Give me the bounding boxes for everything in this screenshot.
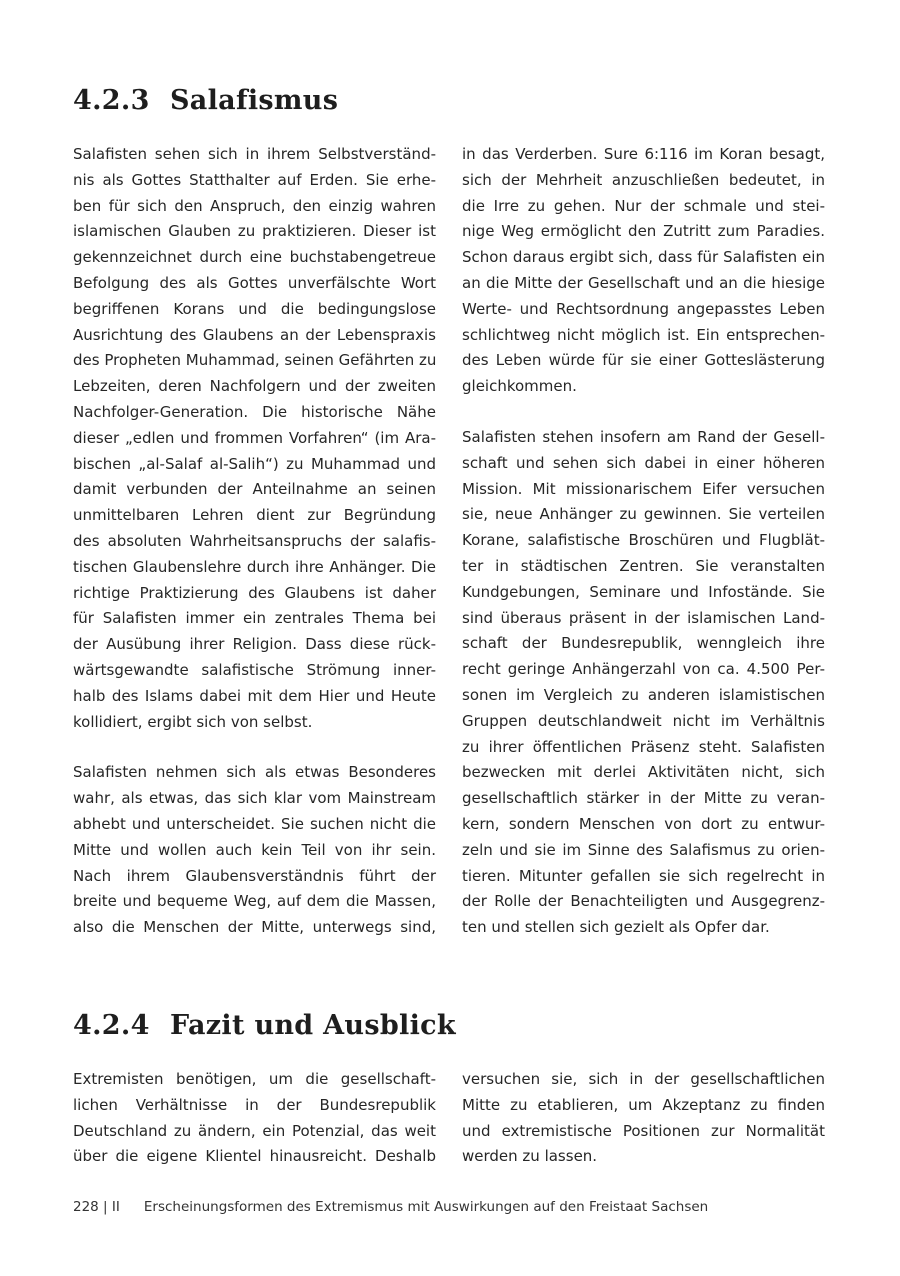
text-line: werden zu lassen. bbox=[462, 1147, 598, 1166]
text-line: sind überaus präsent in der islamischen Land- bbox=[462, 608, 825, 627]
text-line: die Irre zu gehen. Nur der schmale und stei- bbox=[462, 196, 825, 215]
text-line: sich der Mehrheit anzuschließen bedeutet, in bbox=[462, 170, 825, 189]
text-line: Mission. Mit missionarischem Eifer versuchen bbox=[462, 479, 825, 498]
section-title: Fazit und Ausblick bbox=[170, 1010, 456, 1041]
text-line: lichen Verhältnisse in der Bundesrepublik bbox=[73, 1095, 436, 1114]
running-title: Erscheinungsformen des Extremismus mit Auswirkungen auf den Freistaat Sachsen bbox=[143, 1199, 709, 1215]
text-line: des Propheten Muhammad, seinen Gefährten zu bbox=[73, 351, 437, 370]
text-line: tischen Glaubenslehre durch ihre Anhänger. Die bbox=[73, 557, 436, 576]
text-line: gekennzeichnet durch eine buchstabengetreue bbox=[73, 248, 436, 267]
section-number: 4.2.4 bbox=[73, 1010, 150, 1041]
paragraph bbox=[73, 142, 436, 735]
section-heading-fazit bbox=[73, 1010, 456, 1041]
section2-left-column bbox=[73, 1067, 436, 1170]
text-line: Lebzeiten, deren Nachfolgern und der zweiten bbox=[73, 377, 436, 396]
text-line: Mitte zu etablieren, um Akzeptanz zu finden bbox=[462, 1095, 825, 1114]
text-line: ben für sich den Anspruch, den einzig wahren bbox=[73, 196, 436, 215]
paragraph bbox=[73, 1067, 436, 1170]
page-number: 228 | II bbox=[73, 1199, 120, 1215]
text-line: recht geringe Anhängerzahl von ca. 4.500 Per- bbox=[462, 660, 825, 679]
text-line: Schon daraus ergibt sich, dass für Salafisten ein bbox=[462, 248, 825, 267]
paragraph bbox=[462, 1067, 825, 1170]
text-line: wärtsgewandte salafistische Strömung inner- bbox=[73, 660, 436, 679]
text-line: der Rolle der Benachteiligten und Ausgegrenz- bbox=[462, 892, 825, 911]
text-line: unmittelbaren Lehren dient zur Begründung bbox=[73, 506, 436, 525]
text-line: Salafisten sehen sich in ihrem Selbstverständ- bbox=[73, 145, 436, 163]
text-line: Extremisten benötigen, um die gesellschaft- bbox=[73, 1070, 436, 1088]
text-line: also die Menschen der Mitte, unterwegs sind, bbox=[73, 918, 436, 937]
text-line: begriffenen Korans und die bedingungslose bbox=[73, 299, 436, 318]
text-line: Befolgung des als Gottes unverfälschte Wort bbox=[73, 273, 436, 292]
text-line: zeln und sie im Sinne des Salafismus zu orien- bbox=[462, 840, 825, 859]
text-line: an die Mitte der Gesellschaft und an die hiesige bbox=[462, 273, 825, 292]
text-line: wahr, als etwas, das sich klar vom Mainstream bbox=[73, 789, 436, 808]
paragraph bbox=[462, 425, 825, 941]
text-line: kollidiert, ergibt sich von selbst. bbox=[73, 712, 313, 731]
text-line: islamischen Glauben zu praktizieren. Dieser ist bbox=[73, 222, 436, 241]
text-line: ter in städtischen Zentren. Sie veranstalten bbox=[462, 556, 825, 575]
text-line: gleichkommen. bbox=[462, 377, 577, 396]
text-line: und extremistische Positionen zur Normalität bbox=[462, 1121, 825, 1140]
paragraph bbox=[73, 760, 436, 941]
text-line: des absoluten Wahrheitsanspruchs der salafis- bbox=[73, 531, 436, 550]
text-line: sie, neue Anhänger zu gewinnen. Sie verteilen bbox=[462, 505, 825, 524]
text-line: dieser „edlen und frommen Vorfahren“ (im Ara- bbox=[73, 428, 436, 447]
text-line: sonen im Vergleich zu anderen islamistischen bbox=[462, 685, 825, 704]
text-line: Salafisten stehen insofern am Rand der Gesell- bbox=[462, 427, 825, 446]
text-line: zu ihrer öffentlichen Präsenz steht. Salafisten bbox=[462, 737, 825, 756]
text-line: kern, sondern Menschen von dort zu entwur- bbox=[462, 814, 825, 833]
paragraph bbox=[462, 142, 825, 400]
text-line: in das Verderben. Sure 6:116 im Koran besagt, bbox=[462, 145, 825, 163]
page-footer bbox=[73, 1199, 708, 1215]
text-line: gesellschaftlich stärker in der Mitte zu veran- bbox=[462, 789, 825, 808]
text-line: Ausrichtung des Glaubens an der Lebenspraxis bbox=[73, 325, 436, 344]
text-line: bischen „al-Salaf al-Salih“) zu Muhammad und bbox=[73, 454, 436, 473]
text-line: nis als Gottes Statthalter auf Erden. Sie erhe- bbox=[73, 170, 436, 189]
section1-left-column bbox=[73, 142, 436, 941]
text-line: Salafisten nehmen sich als etwas Besonderes bbox=[73, 763, 436, 782]
text-line: für Salafisten immer ein zentrales Thema bei bbox=[73, 609, 436, 628]
text-line: nige Weg ermöglicht den Zutritt zum Paradies. bbox=[462, 222, 825, 241]
text-line: Werte- und Rechtsordnung angepasstes Leben bbox=[462, 299, 825, 318]
section-heading-salafismus bbox=[73, 85, 338, 116]
section2-right-column bbox=[462, 1067, 825, 1170]
text-line: tieren. Mitunter gefallen sie sich regelrecht in bbox=[462, 866, 825, 885]
text-line: ten und stellen sich gezielt als Opfer dar. bbox=[462, 918, 770, 937]
text-line: Gruppen deutschlandweit nicht im Verhältnis bbox=[462, 711, 825, 730]
text-line: der Ausübung ihrer Religion. Dass diese rück- bbox=[73, 635, 436, 654]
text-line: versuchen sie, sich in der gesellschaftlichen bbox=[462, 1070, 825, 1088]
text-line: Mitte und wollen auch kein Teil von ihr sein. bbox=[73, 840, 436, 859]
section-title: Salafismus bbox=[170, 85, 339, 116]
text-line: abhebt und unterscheidet. Sie suchen nicht die bbox=[73, 814, 436, 833]
text-line: des Leben würde für sie einer Gotteslästerung bbox=[462, 351, 825, 370]
section-number: 4.2.3 bbox=[73, 85, 150, 116]
text-line: Nach ihrem Glaubensverständnis führt der bbox=[73, 866, 436, 885]
text-line: bezwecken mit derlei Aktivitäten nicht, sich bbox=[462, 763, 825, 782]
text-line: damit verbunden der Anteilnahme an seinen bbox=[73, 480, 436, 499]
text-line: schaft und sehen sich dabei in einer höheren bbox=[462, 453, 825, 472]
text-line: halb des Islams dabei mit dem Hier und Heute bbox=[73, 686, 436, 705]
text-line: Kundgebungen, Seminare und Infostände. Sie bbox=[462, 582, 825, 601]
text-line: Korane, salafistische Broschüren und Flugblät- bbox=[462, 531, 825, 550]
text-line: über die eigene Klientel hinausreicht. Deshalb bbox=[73, 1147, 436, 1166]
section1-right-column bbox=[462, 142, 825, 941]
text-line: richtige Praktizierung des Glaubens ist daher bbox=[73, 583, 436, 602]
text-line: breite und bequeme Weg, auf dem die Massen, bbox=[73, 892, 436, 911]
text-line: Deutschland zu ändern, ein Potenzial, das weit bbox=[73, 1121, 436, 1140]
text-line: Nachfolger-Generation. Die historische Nähe bbox=[73, 402, 436, 421]
text-line: schaft der Bundesrepublik, wenngleich ihre bbox=[462, 634, 825, 653]
text-line: schlichtweg nicht möglich ist. Ein entsprechen- bbox=[462, 325, 825, 344]
